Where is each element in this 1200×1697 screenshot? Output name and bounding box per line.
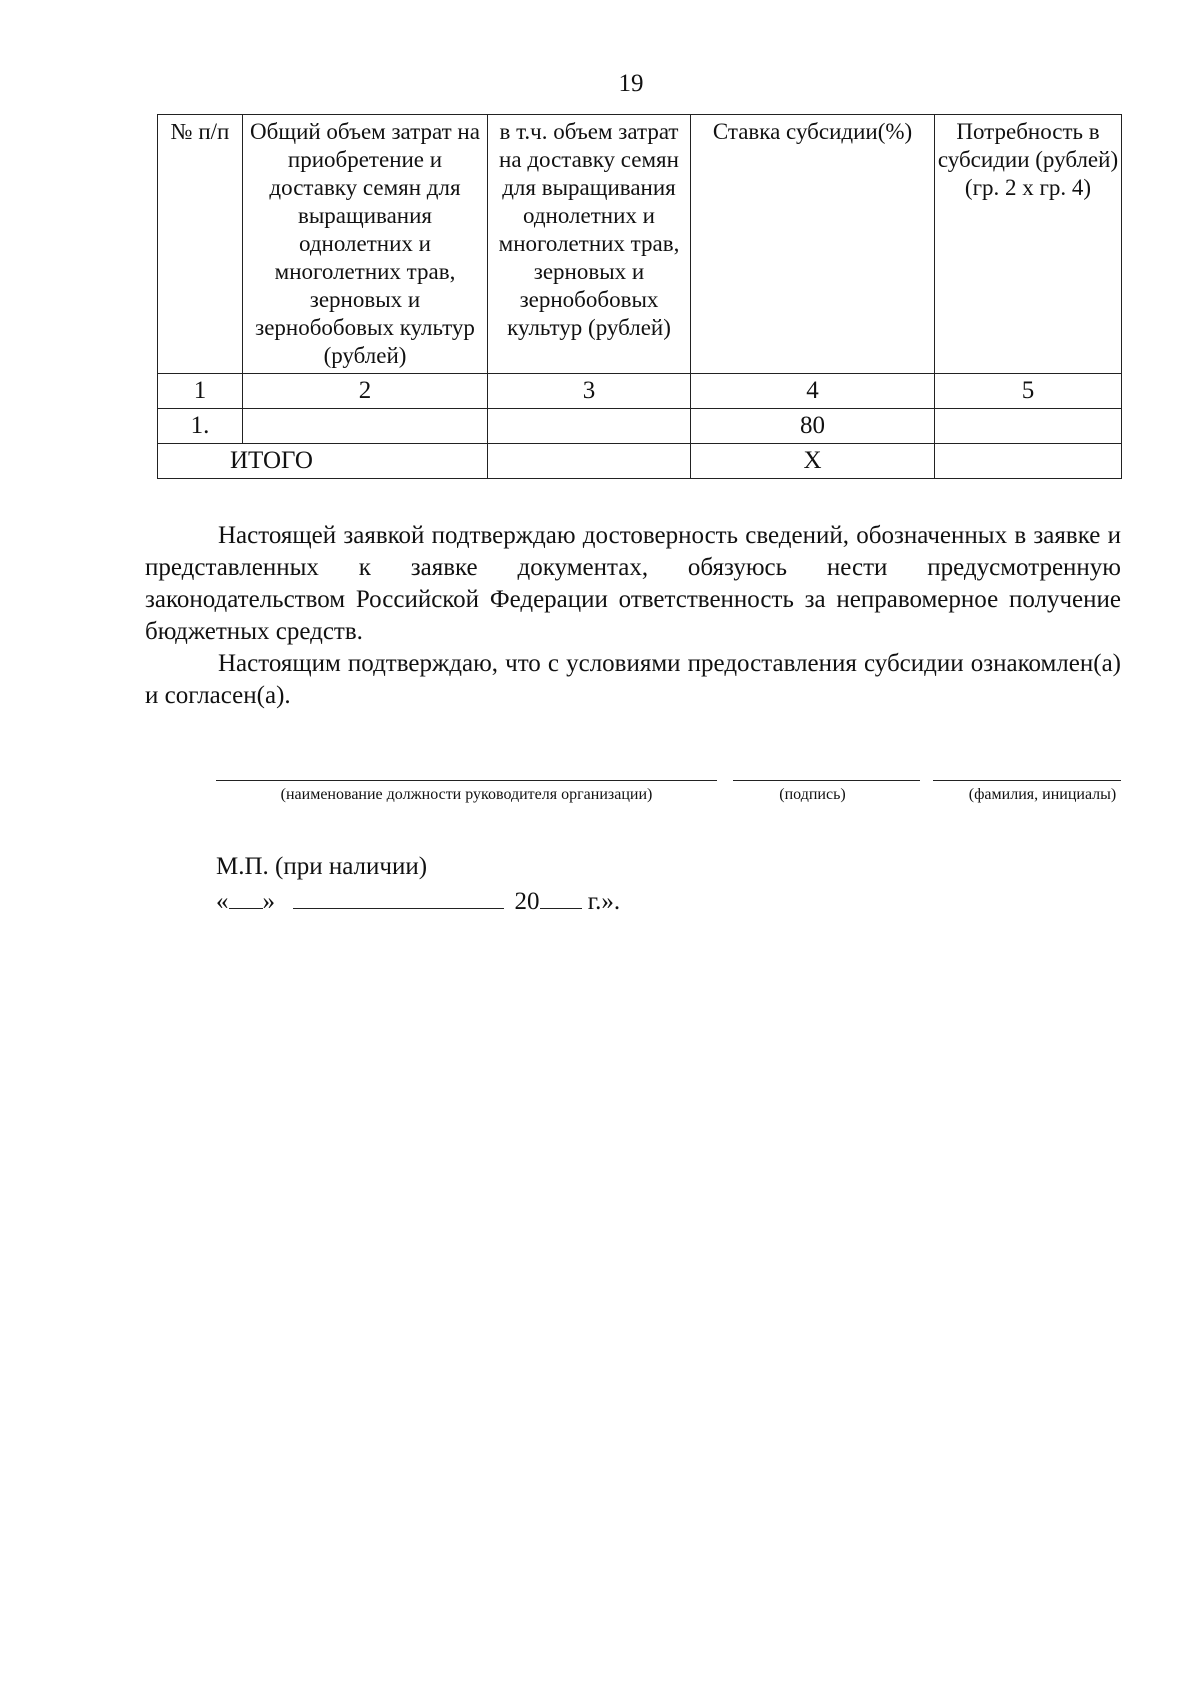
year-suffix: г.».	[587, 888, 621, 915]
month-blank	[293, 886, 504, 909]
position-caption: (наименование должности руководителя организации)	[280, 786, 653, 803]
declaration-text	[145, 520, 1121, 712]
subsidy-table	[157, 114, 1122, 479]
name-caption: (фамилия, инициалы)	[968, 786, 1117, 803]
header-subsidy-rate: Ставка субсидии(%)	[691, 115, 935, 374]
column-number: 5	[935, 374, 1122, 409]
table-header-row	[158, 115, 1122, 374]
column-number-row	[158, 374, 1122, 409]
table-cell	[243, 409, 488, 444]
signature-line	[733, 780, 920, 781]
date-close-quote: »	[262, 888, 275, 915]
table-cell	[935, 409, 1122, 444]
year-blank	[540, 886, 582, 909]
signature-caption: (подпись)	[779, 786, 846, 803]
position-signature-line	[216, 780, 717, 781]
year-prefix: 20	[514, 888, 540, 915]
declaration-paragraph: Настоящей заявкой подтверждаю достоверность сведений, обозначенных в заявке и представленных к заявке документах, обязуюсь нести предусмотренную законодательством Российской Федерации ответственность за неправомерное получение бюджетных средств.	[145, 522, 1121, 645]
agreement-paragraph: Настоящим подтверждаю, что с условиями предоставления субсидии ознакомлен(а) и согласен(а).	[145, 650, 1121, 709]
total-cell	[488, 444, 691, 479]
header-number: № п/п	[158, 115, 243, 374]
date-line	[216, 885, 620, 919]
header-total-costs: Общий объем затрат на приобретение и доставку семян для выращивания однолетних и многолетних трав, зерновых и зернобобовых культур (рублей)	[243, 115, 488, 374]
column-number: 1	[158, 374, 243, 409]
column-number: 2	[243, 374, 488, 409]
day-blank	[229, 886, 263, 909]
table-row	[158, 409, 1122, 444]
table-cell: 80	[691, 409, 935, 444]
column-number: 3	[488, 374, 691, 409]
stamp-label: М.П. (при наличии)	[216, 853, 428, 880]
header-delivery-costs: в т.ч. объем затрат на доставку семян для выращивания однолетних и многолетних трав, зерновых и зернобобовых культур (рублей)	[488, 115, 691, 374]
table-cell	[488, 409, 691, 444]
page-number: 19	[618, 70, 644, 97]
column-number: 4	[691, 374, 935, 409]
name-signature-line	[933, 780, 1121, 781]
total-row	[158, 444, 1122, 479]
total-cell: Х	[691, 444, 935, 479]
date-open-quote: «	[216, 888, 229, 915]
total-cell	[935, 444, 1122, 479]
total-label: ИТОГО	[158, 444, 488, 479]
table-cell: 1.	[158, 409, 243, 444]
header-subsidy-need: Потребность в субсидии (рублей) (гр. 2 х гр. 4)	[935, 115, 1122, 374]
